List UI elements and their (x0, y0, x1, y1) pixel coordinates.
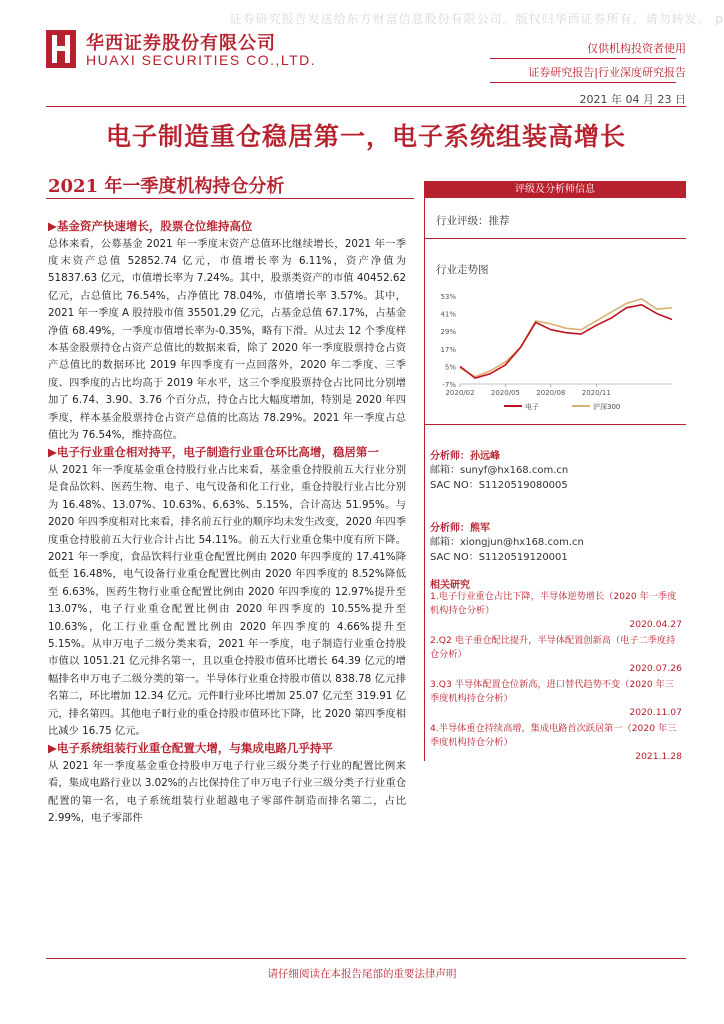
huaxi-logo-icon (46, 30, 76, 68)
analyst-email: 邮箱：sunyf@hx168.com.cn (430, 465, 569, 476)
date-divider (46, 106, 686, 107)
y-tick-label: 53% (440, 293, 456, 301)
section-heading: ▶电子行业重仓相对持平，电子制造行业重仓环比高增，稳居第一 (48, 445, 379, 460)
y-tick-label: 29% (440, 328, 456, 337)
analyst-email: 邮箱：xiongjun@hx168.com.cn (430, 537, 584, 548)
audience-note: 仅供机构投资者使用 (587, 42, 686, 55)
analyst-sac: SAC NO：S1120519080005 (430, 480, 568, 491)
watermark-text: 证券研究报告发送给东方财富信息股份有限公司。版权归华西证券所有，请勿转发。 p (229, 12, 724, 26)
legend-label: 沪深300 (593, 403, 621, 411)
related-item[interactable]: 4.半导体重仓持续高增，集成电路首次跃居第一（2020 年三季度机构持仓分析） (430, 723, 677, 748)
header-divider (490, 82, 676, 83)
related-research-list (430, 590, 682, 766)
trend-chart-title: 行业走势图 (436, 264, 489, 276)
body-paragraph: 总体来看，公募基金 2021 年一季度末资产总值环比继续增长，2021 年一季度末资产总值 52852.74 亿元，市值增长率为 6.11%，资产净值为 51837.63 亿元，市值增长率为 7.24%。其中，股票类资产的市值 40452.62 亿元，占总值比 76.54%，占净值比 78.04%，市值增长率 3.57%。其中，2021 年一季度 A 股持股市值 35501.29 亿元，占基金总值 67.17%，占基金净值 68.49%，一季度市值增长率为-0.35%，略有下滑。从过去 12 个季度样本基金股票持仓占资产总值比的数据来看，除了 2020 年一季度股票持仓占资产总值比的数据环比 2019 年四季度有一点回落外，2020 年二季度、三季度、四季度的占比均高于 2019 年水平，这三个季度股票持仓占比同比分别增加了 6.74、3.90、3.76 个百分点，持仓占比大幅度增加，特别是 2020 年四季度，样本基金股票持仓占资产总值的比高达 78.29%。2021 年一季度占总值比为 76.54%，维持高位。 (48, 237, 406, 441)
industry-rating: 行业评级：推荐 (436, 215, 510, 227)
y-tick-label: 17% (440, 345, 456, 354)
y-tick-label: 41% (440, 310, 456, 319)
related-date: 2020.11.07 (629, 707, 682, 718)
series-line-csi300 (460, 299, 672, 377)
analyst-name: 分析师：孙远峰 (430, 451, 500, 462)
subtitle-divider (46, 198, 414, 199)
y-tick-label: -7% (442, 381, 456, 389)
x-tick-label: 2020/08 (536, 389, 566, 397)
related-date: 2020.07.26 (629, 663, 682, 674)
report-type: 证券研究报告|行业深度研究报告 (528, 66, 686, 79)
footer-divider (46, 958, 686, 959)
sidebar-header: 评级及分析师信息 (424, 181, 686, 198)
related-item[interactable]: 3.Q3 半导体配置仓位新高，进口替代趋势不变（2020 年三季度机构持仓分析） (430, 679, 675, 704)
page-subtitle: 2021 年一季度机构持仓分析 (48, 176, 285, 197)
header-divider (490, 58, 676, 59)
section-heading: ▶电子系统组装行业重仓配置大增，与集成电路几乎持平 (48, 741, 333, 756)
brand-en-name: HUAXI SECURITIES CO.,LTD. (86, 52, 317, 68)
body-paragraph: 从 2021 年一季度基金重仓持股申万电子行业三级分类子行业的配置比例来看，集成电路行业以 3.02%的占比保持住了申万电子行业三级分类子行业重仓配置的第一名，电子系统组装行业超越电子零部件制造而排名第二，占比 2.99%，电子零部件 (48, 759, 406, 825)
report-body (48, 218, 406, 828)
related-item[interactable]: 1.电子行业重仓占比下降，半导体逆势增长（2020 年一季度机构持仓分析） (430, 591, 677, 616)
x-tick-label: 2020/05 (490, 389, 520, 397)
related-research-title: 相关研究 (430, 580, 470, 591)
series-line-electronics (460, 305, 672, 378)
sidebar-divider (424, 424, 686, 425)
y-tick-label: 5% (444, 363, 456, 372)
x-tick-label: 2020/02 (445, 389, 475, 397)
related-date: 2020.04.27 (629, 619, 682, 630)
analyst-name: 分析师：熊军 (430, 523, 490, 534)
legal-notice[interactable]: 请仔细阅读在本报告尾部的重要法律声明 (267, 968, 457, 980)
legend-label: 电子 (525, 403, 539, 411)
report-date: 2021 年 04 月 23 日 (579, 93, 686, 106)
body-paragraph: 从 2021 年一季度基金重仓持股行业占比来看，基金重仓持股前五大行业分别是食品饮料、医药生物、电子、电气设备和化工行业，重仓持股行业占比分别为 16.48%、13.07%、10.63%、6.63%、5.15%，合计高达 51.95%。与 2020 年四季度相对比来看，排名前五行业的顺序均未发生改变，2020 年四季度重仓持股前五大行业合计占比 54.11%。前五大行业重仓集中度有所下降。2021 年一季度，食品饮料行业重仓配置比例由 2020 年四季度的 17.41%降低至 16.48%，电气设备行业重仓配置比例由 2020 年四季度的 8.52%降低至 6.63%，医药生物行业重仓配置比例由 2020 年四季度的 12.97%提升至 13.07%，电子行业重仓配置比例由 2020 年四季度的 10.55%提升至 10.63%，化工行业重仓配置比例由 2020 年四季度的 4.66%提升至 5.15%。从申万电子二级分类来看，2021 年一季度，电子制造行业重仓持股市值以 1051.21 亿元排名第一，且以重仓持股市值环比增长 64.39 亿元的增幅排名申万电子二级分类的第一。半导体行业重仓持股市值以 838.78 亿元排名第二，环比增加 12.34 亿元。元件Ⅱ行业环比增加 25.07 亿元至 319.91 亿元，排名第四。其他电子Ⅱ行业的重仓持股市值环比下降，比 2020 第四季度相比减少 16.75 亿元。 (48, 463, 406, 737)
trend-chart (432, 288, 682, 418)
sidebar-divider (424, 238, 686, 239)
section-heading: ▶基金资产快速增长，股票仓位维持高位 (48, 219, 253, 233)
page-title: 电子制造重仓稳居第一，电子系统组装高增长 (105, 122, 626, 151)
related-item[interactable]: 2.Q2 电子重仓配比提升，半导体配置创新高（电子二季度持仓分析） (430, 635, 676, 660)
analyst-sac: SAC NO：S1120519120001 (430, 552, 568, 563)
brand-cn-name: 华西证券股份有限公司 (86, 33, 276, 54)
x-tick-label: 2020/11 (581, 389, 611, 397)
related-date: 2021.1.28 (635, 751, 682, 762)
